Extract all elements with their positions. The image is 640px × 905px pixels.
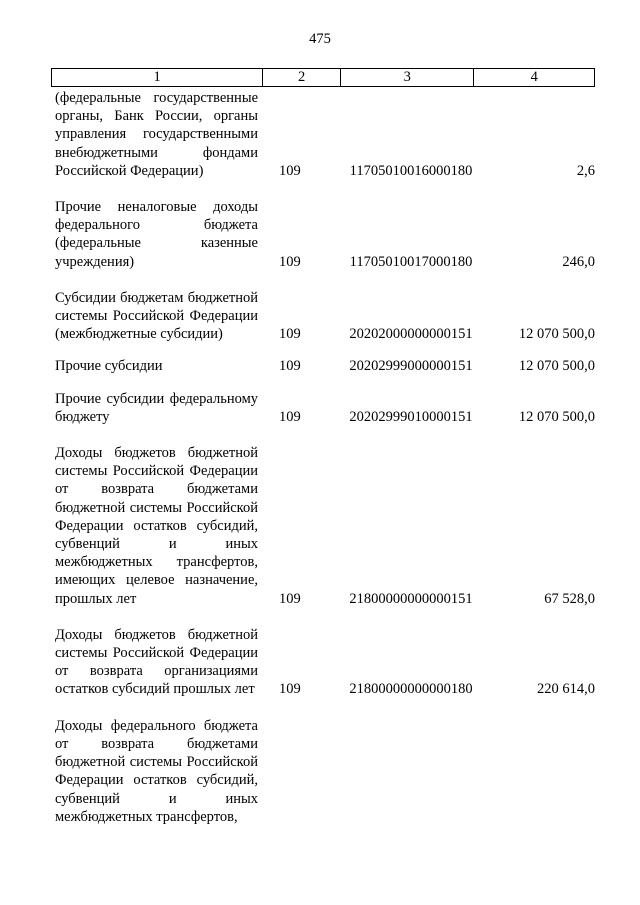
row-code-value: 109 [279,253,301,270]
row-code-value: 109 [279,162,301,179]
row-name: Прочие субсидии [55,358,163,375]
row-name: Прочие неналоговые доходы федерального бюджета (федеральные казенные учреждения) [55,199,258,270]
row-sum: 12 070 500,0 [518,358,595,375]
table-header [51,68,595,87]
row-name: Доходы федерального бюджета от возврата бюджетами бюджетной системы Российской Федерации остатков субсидий, субвенций и иных межбюджетных трансфертов, [55,717,258,825]
row-code [258,162,337,180]
table-row [55,444,595,608]
row-code [258,253,337,271]
row-sum: 220 614,0 [537,681,595,698]
row-kbk: 11705010017000180 [349,253,473,270]
row-name: Доходы бюджетов бюджетной системы Российской Федерации от возврата бюджетами бюджетной системы Российской Федерации остатков субсидий, субвенций и иных межбюджетных трансфертов, имеющих целевое назначение, прошлых лет [55,445,258,607]
row-kbk: 20202000000000151 [349,326,473,343]
column-header-3: 3 [341,69,475,86]
row-name: Субсидии бюджетам бюджетной системы Российской Федерации (межбюджетные субсидии) [55,289,258,343]
row-name: Доходы бюджетов бюджетной системы Российской Федерации от возврата организациями остатков субсидий прошлых лет [55,626,258,698]
row-kbk: 20202999000000151 [349,358,473,375]
row-code [258,590,337,608]
row-code [258,408,337,426]
column-header-1: 1 [52,69,263,86]
row-name: (федеральные государственные органы, Банк России, органы управления государственными внебюджетными фондами Российской Федерации) [55,90,258,179]
table-row [55,89,595,180]
column-header-2: 2 [263,69,341,86]
row-kbk: 11705010016000180 [349,162,473,179]
row-sum: 67 528,0 [544,590,595,607]
table-row [55,357,595,375]
row-sum: 12 070 500,0 [518,408,595,425]
row-code [258,325,337,343]
row-code-value: 109 [279,326,301,343]
row-name: Прочие субсидии федеральному бюджету [55,390,258,425]
table-row [55,626,595,699]
row-code-value: 109 [279,408,301,425]
table-row [55,390,595,426]
row-code [258,808,337,826]
row-kbk: 21800000000000151 [349,590,473,607]
row-kbk: 20202999010000151 [349,408,473,425]
row-sum: 246,0 [562,253,595,270]
row-code-value: 109 [279,358,301,375]
column-header-4: 4 [530,69,538,85]
row-kbk: 21800000000000180 [349,681,473,698]
table-row [55,289,595,344]
row-code [258,680,337,698]
row-sum: 12 070 500,0 [518,326,595,343]
row-code-value: 109 [279,681,301,698]
row-code-value: 109 [279,590,301,607]
table-row [55,198,595,271]
row-code [258,357,337,375]
page-number: 475 [309,31,331,47]
table-row [55,717,595,826]
table-body [55,89,595,844]
row-sum: 2,6 [576,162,595,179]
